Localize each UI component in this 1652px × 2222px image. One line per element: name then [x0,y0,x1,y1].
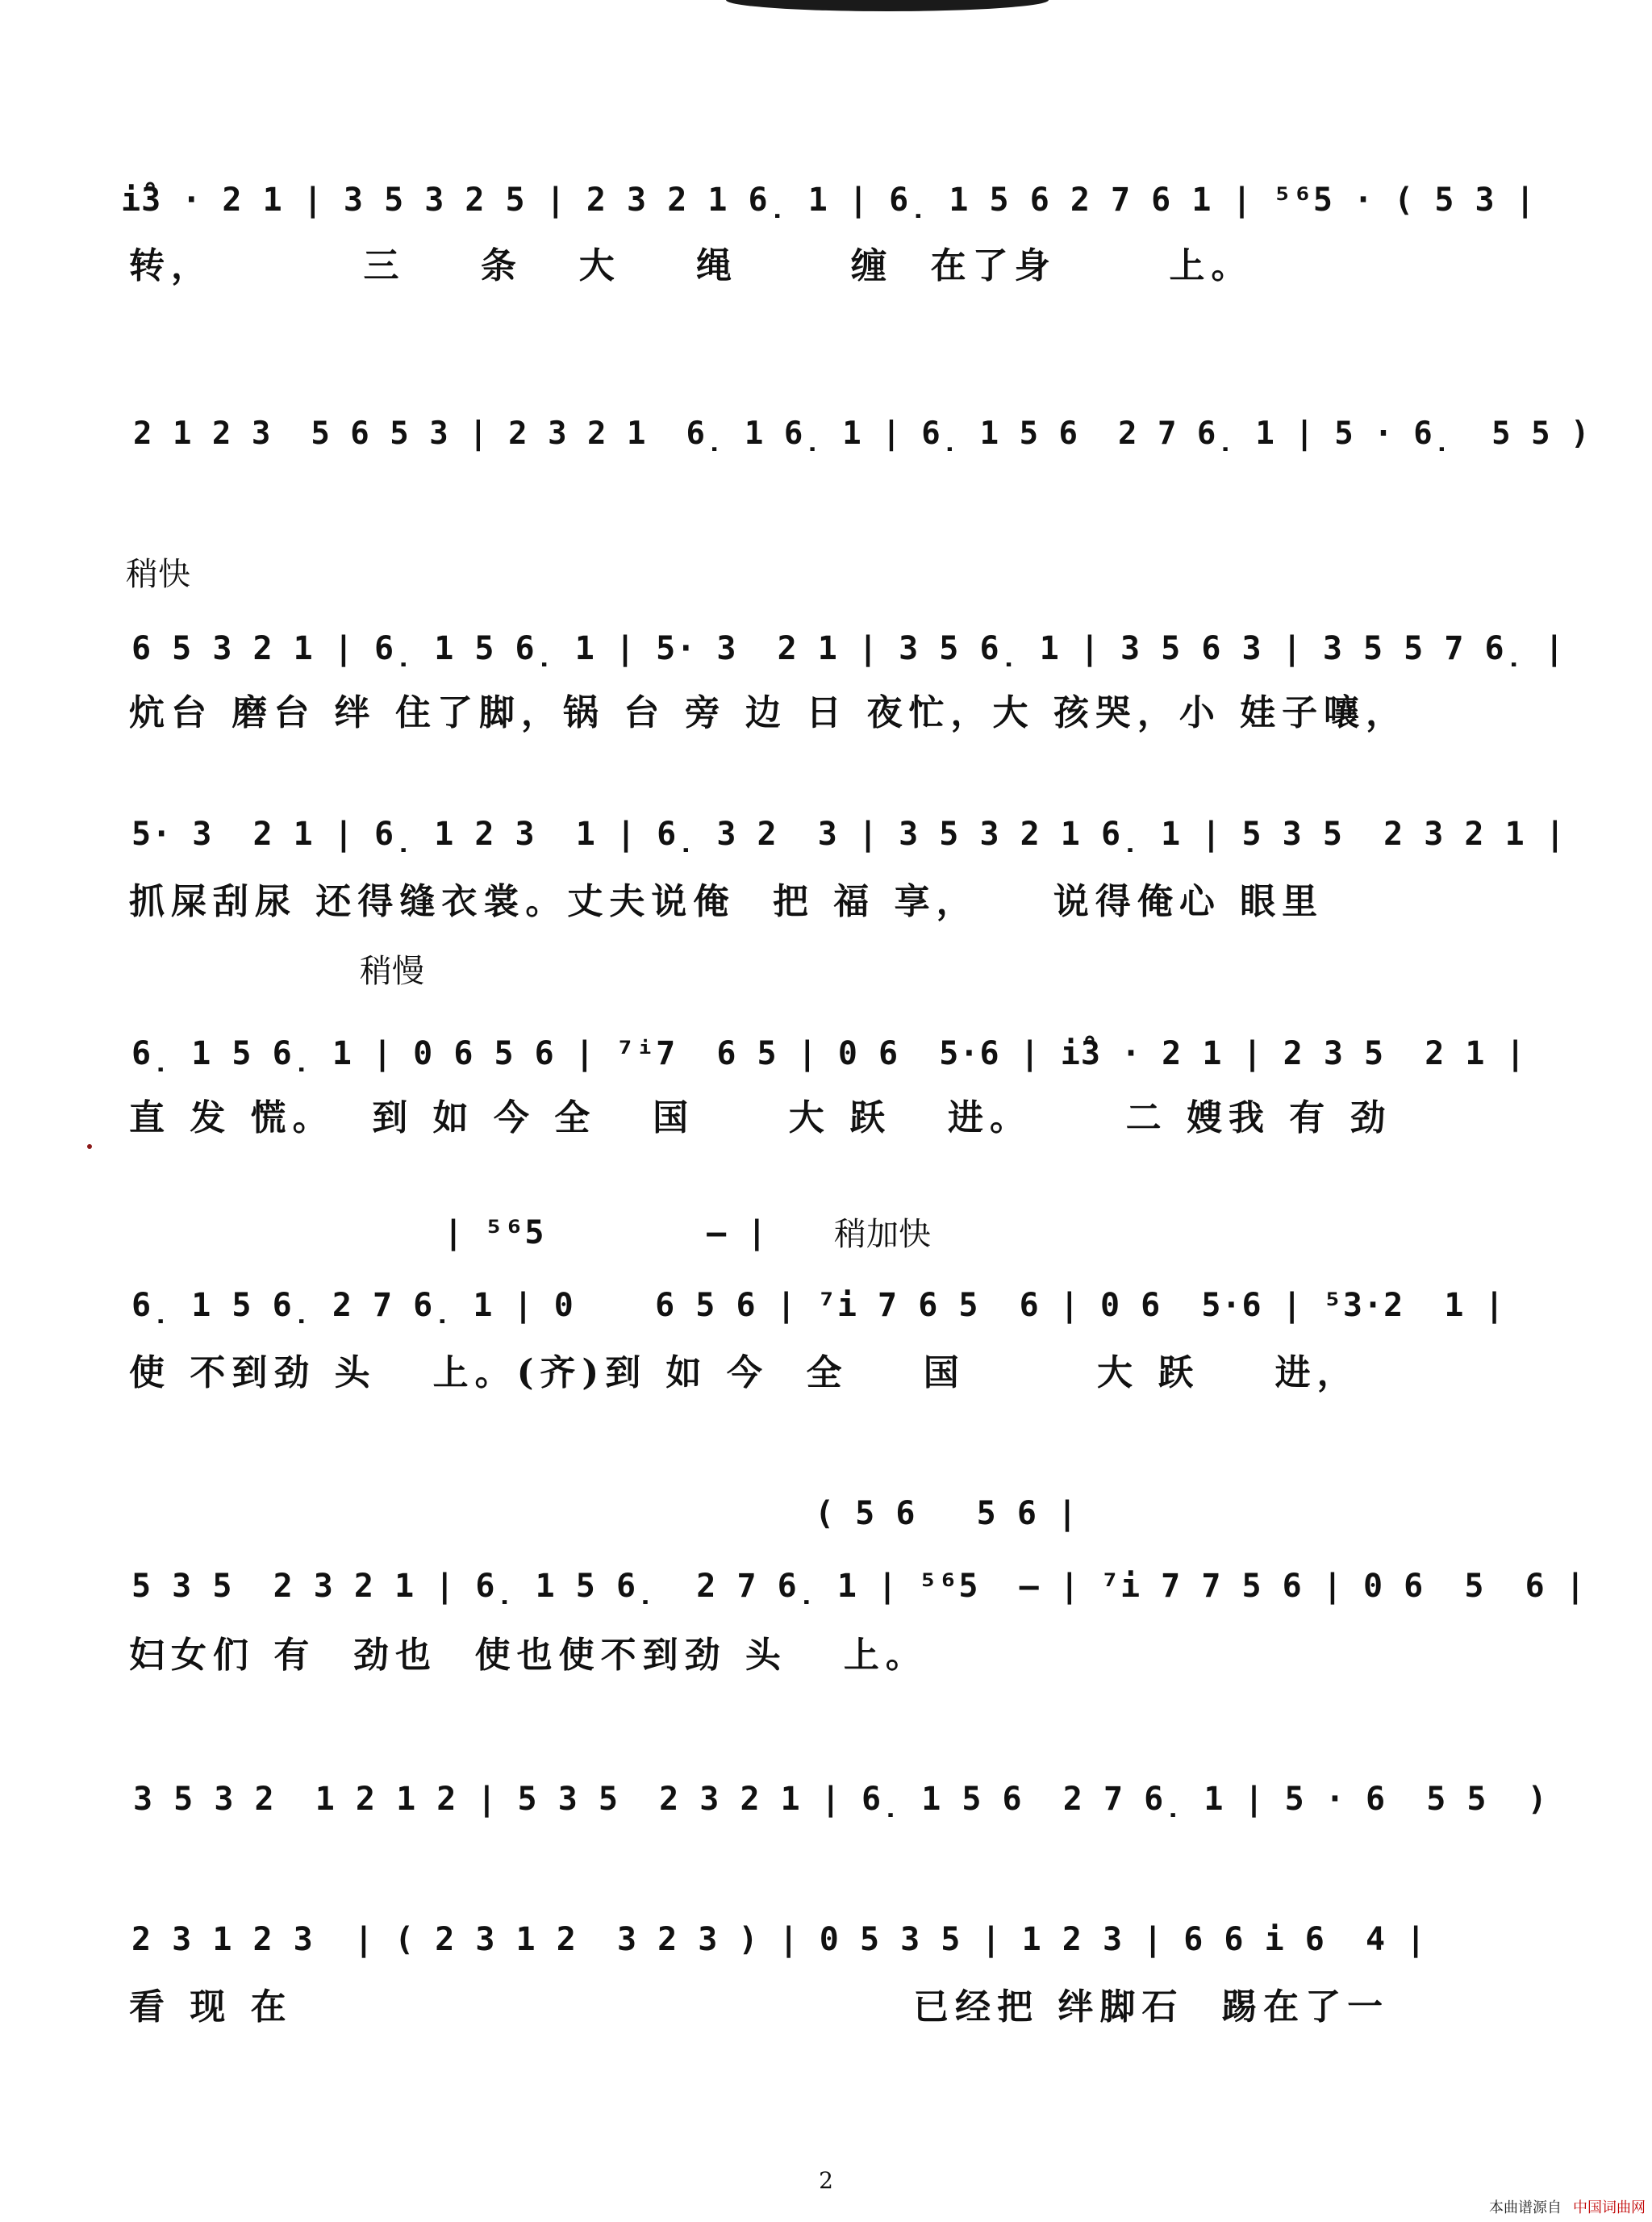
notation-line: 2 1 2 3 5 6 5 3 | 2 3 2 1 6̣ 1 6̣ 1 | 6̣ 1 5 6 2 7 6̣ 1 | 5 · 6̣ 5 5 ) [133,416,1591,452]
scan-shadow [726,0,1049,11]
notation-line: 6̣ 1 5 6̣ 1 | 0 6 5 6 | ⁷ⁱ7 6 5 | 0 6 5·6 | i̊3 · 2 1 | 2 3 5 2 1 | [131,1035,1526,1072]
notation-line: 6̣ 1 5 6̣ 2 7 6̣ 1 | 0 6 5 6 | ⁷i 7 6 5 6 | 0 6 5·6 | ⁵3·2 1 | [131,1287,1505,1324]
tempo-marking: 稍快 [126,556,190,593]
lyrics-line: 妇女们 有 劲也 使也使不到劲 头 上。 [129,1635,928,1676]
sub-notation-line: ( 5 6 5 6 | [815,1495,1078,1532]
lyrics-line: 转， 三 条 大 绳 缠 在了身 上。 [129,245,1254,286]
tempo-marking: 稍加快 [834,1216,931,1253]
sub-notation-line: | ⁵⁶5 — | [444,1214,768,1251]
lyrics-line: 看 现 在 已经把 绊脚石 踢在了一 [129,1986,1390,2028]
notation-line: 2 3 1 2 3 | ( 2 3 1 2 3 2 3 ) | 0 5 3 5 | 1 2 3 | 6 6 i 6 4 | [131,1921,1427,1958]
page-number: 2 [819,2167,833,2194]
notation-line: 6 5 3 2 1 | 6̣ 1 5 6̣ 1 | 5· 3 2 1 | 3 5 6̣ 1 | 3 5 6 3 | 3 5 5 7 6̣ | [131,630,1565,667]
notation-line: i̊3 · 2 1 | 3 5 3 2 5 | 2 3 2 1 6̣ 1 | 6̣ 1 5 6 2 7 6 1 | ⁵⁶5 · ( 5 3 | [121,182,1536,219]
lyrics-line: 抓屎刮尿 还得缝衣裳。丈夫说俺 把 福 享， 说得俺心 眼里 [129,881,1325,922]
source-note: 本曲谱源自 [1489,2199,1562,2216]
notation-line: 5· 3 2 1 | 6̣ 1 2 3 1 | 6̣ 3 2 3 | 3 5 3 2 1 6̣ 1 | 5 3 5 2 3 2 1 | [131,816,1566,853]
notation-line: 5 3 5 2 3 2 1 | 6̣ 1 5 6̣ 2 7 6̣ 1 | ⁵⁶5 — | ⁷i 7 7 5 6 | 0 6 5 6 | [131,1568,1586,1605]
notation-line: 3 5 3 2 1 2 1 2 | 5 3 5 2 3 2 1 | 6̣ 1 5 6 2 7 6̣ 1 | 5 · 6 5 5 ) [133,1781,1548,1818]
tempo-marking: 稍慢 [360,953,424,990]
lyrics-line: 使 不到劲 头 上。(齐)到 如 今 全 国 大 跃 进， [129,1352,1359,1393]
lyrics-line: 直 发 慌。 到 如 今 全 国 大 跃 进。 二 嫂我 有 劲 [129,1097,1392,1138]
lyrics-line: 炕台 磨台 绊 住了脚，锅 台 旁 边 日 夜忙，大 孩哭，小 娃子嚷， [129,692,1408,733]
ink-speck [87,1144,92,1149]
source-footer [1489,2196,1646,2217]
source-site-link[interactable]: 中国词曲网 [1573,2199,1646,2216]
